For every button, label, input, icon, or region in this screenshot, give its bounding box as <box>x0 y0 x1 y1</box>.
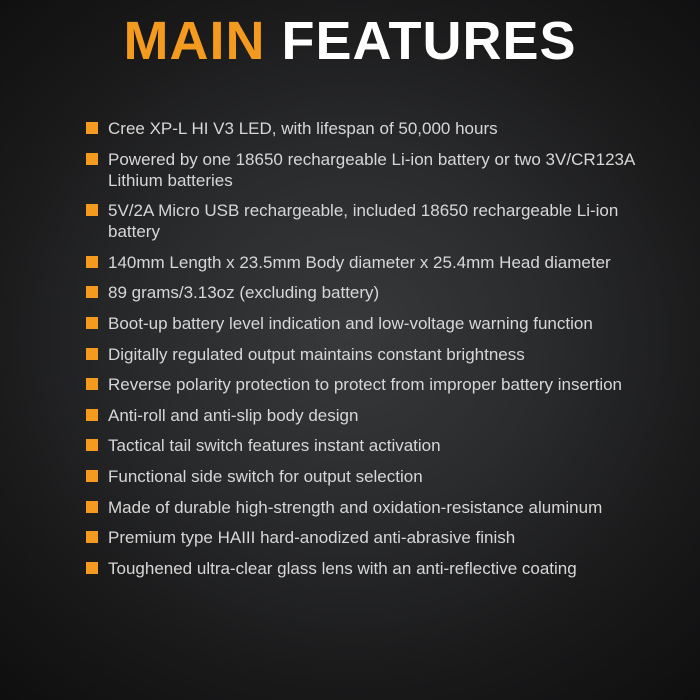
feature-item <box>86 466 666 487</box>
bullet-square-icon <box>86 256 98 268</box>
feature-text: Tactical tail switch features instant activation <box>108 436 441 456</box>
title-main-word: FEATURES <box>281 11 577 71</box>
feature-item <box>86 527 666 548</box>
feature-item <box>86 344 666 365</box>
feature-item <box>86 313 666 334</box>
feature-text: 5V/2A Micro USB rechargeable, included 18650 rechargeable Li-ion battery <box>108 201 619 242</box>
bullet-square-icon <box>86 501 98 513</box>
feature-item <box>86 149 666 191</box>
feature-text: Anti-roll and anti-slip body design <box>108 405 359 425</box>
bullet-square-icon <box>86 348 98 360</box>
page-title <box>0 10 700 72</box>
feature-text: 140mm Length x 23.5mm Body diameter x 25.4mm Head diameter <box>108 252 611 272</box>
feature-item <box>86 252 666 273</box>
bullet-square-icon <box>86 204 98 216</box>
feature-item <box>86 435 666 456</box>
feature-item <box>86 374 666 395</box>
feature-item <box>86 558 666 579</box>
feature-text: Cree XP-L HI V3 LED, with lifespan of 50,000 hours <box>108 119 498 138</box>
title-accent-word: MAIN <box>123 11 266 71</box>
bullet-square-icon <box>86 531 98 543</box>
feature-item <box>86 118 666 139</box>
bullet-square-icon <box>86 153 98 165</box>
bullet-square-icon <box>86 470 98 482</box>
feature-text: Powered by one 18650 rechargeable Li-ion battery or two 3V/CR123A Lithium batteries <box>108 149 635 190</box>
feature-text: Toughened ultra-clear glass lens with an anti-reflective coating <box>108 558 577 578</box>
feature-text: Premium type HAIII hard-anodized anti-abrasive finish <box>108 528 516 548</box>
feature-list <box>86 118 666 588</box>
feature-text: 89 grams/3.13oz (excluding battery) <box>108 283 380 303</box>
feature-text: Reverse polarity protection to protect from improper battery insertion <box>108 375 623 395</box>
feature-item <box>86 200 666 242</box>
bullet-square-icon <box>86 286 98 298</box>
bullet-square-icon <box>86 439 98 451</box>
bullet-square-icon <box>86 409 98 421</box>
feature-item <box>86 497 666 518</box>
bullet-square-icon <box>86 317 98 329</box>
feature-text: Boot-up battery level indication and low-voltage warning function <box>108 313 593 333</box>
bullet-square-icon <box>86 122 98 134</box>
feature-text: Functional side switch for output selection <box>108 466 423 486</box>
feature-item <box>86 405 666 426</box>
bullet-square-icon <box>86 378 98 390</box>
feature-text: Made of durable high-strength and oxidation-resistance aluminum <box>108 497 603 517</box>
bullet-square-icon <box>86 562 98 574</box>
feature-item <box>86 282 666 303</box>
feature-text: Digitally regulated output maintains constant brightness <box>108 344 525 364</box>
